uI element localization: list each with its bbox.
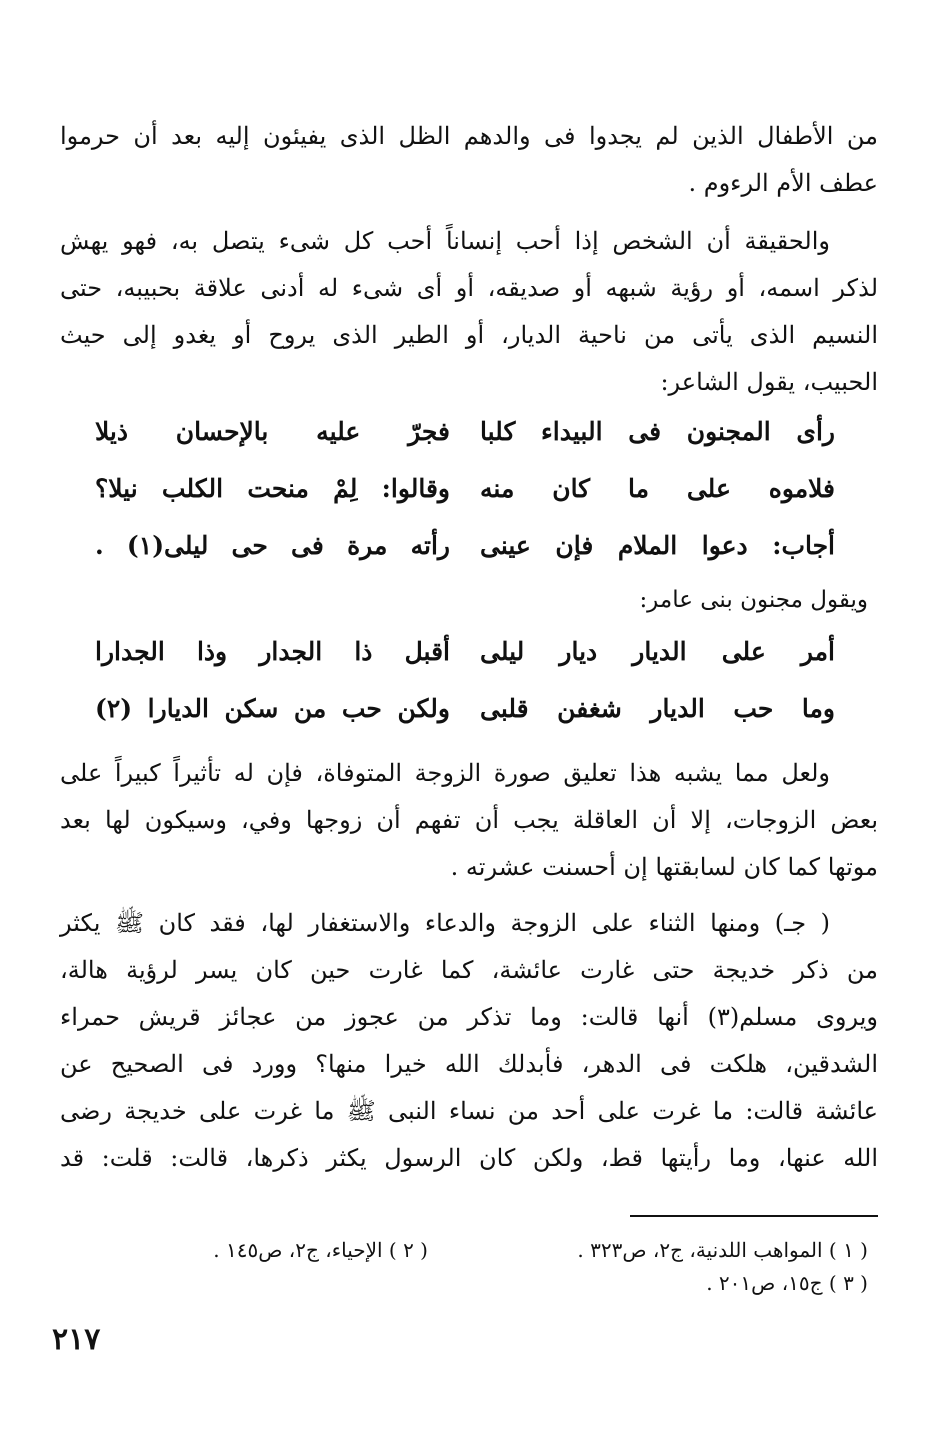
verse-first-hemistich: فلاموه على ما كان منه bbox=[480, 474, 835, 503]
text-line: عطف الأم الرءوم . bbox=[688, 169, 878, 197]
verse-second-hemistich: رأته مرة فى حى ليلى(١) . bbox=[95, 531, 450, 560]
text-line: من الأطفال الذين لم يجدوا فى والدهم الظل الذى يفيئون إليه بعد أن حرموا bbox=[60, 122, 878, 150]
text-line: موتها كما كان لسابقتها إن أحسنت عشرته . bbox=[450, 853, 878, 881]
paragraph-1 bbox=[60, 113, 878, 207]
footnote: ( ٣ ) ج١٥، ص٢٠١ . bbox=[706, 1271, 868, 1295]
verse-second-hemistich: وقالوا: لِمْ منحت الكلب نيلا؟ bbox=[95, 474, 450, 503]
text-line: النسيم الذى يأتى من ناحية الديار، أو الطير الذى يروح أو يغدو إلى حيث bbox=[60, 321, 878, 349]
poem-verse bbox=[95, 637, 835, 693]
poem-intro: ويقول مجنون بنى عامر: bbox=[639, 587, 868, 613]
text-line: من ذكر خديجة حتى غارت عائشة، كما غارت حين كان يسر لرؤية هالة، bbox=[60, 956, 878, 984]
text-line: الله عنها، وما رأيتها قط، ولكن كان الرسول يكثر ذكرها، قالت: قلت: قد bbox=[60, 1144, 878, 1172]
poem-verse bbox=[95, 694, 835, 750]
poem-verse bbox=[95, 417, 835, 473]
page-number: ٢١٧ bbox=[52, 1322, 101, 1357]
paragraph-4 bbox=[60, 900, 878, 1182]
footnote: ( ٢ ) الإحياء، ج٢، ص١٤٥ . bbox=[213, 1238, 428, 1262]
text-line: ولعل مما يشبه هذا تعليق صورة الزوجة المتوفاة، فإن له تأثيراً كبيراً على bbox=[60, 759, 830, 787]
verse-first-hemistich: أجاب: دعوا الملام فإن عينى bbox=[480, 531, 835, 560]
paragraph-3 bbox=[60, 750, 878, 891]
verse-first-hemistich: رأى المجنون فى البيداء كلبا bbox=[480, 417, 835, 446]
text-line: عائشة قالت: ما غرت على أحد من نساء النبى ﷺ ما غرت على خديجة رضى bbox=[60, 1097, 878, 1125]
footnote: ( ١ ) المواهب اللدنية، ج٢، ص٣٢٣ . bbox=[577, 1238, 868, 1262]
verse-first-hemistich: وما حب الديار شغفن قلبى bbox=[480, 694, 835, 723]
verse-second-hemistich: أقبل ذا الجدار وذا الجدارا bbox=[95, 637, 450, 666]
text-line: ( جـ) ومنها الثناء على الزوجة والدعاء والاستغفار لها، فقد كان ﷺ يكثر bbox=[60, 909, 830, 937]
text-line: ويروى مسلم(٣) أنها قالت: وما تذكر من عجوز من عجائز قريش حمراء bbox=[60, 1003, 879, 1031]
verse-first-hemistich: أمر على الديار ديار ليلى bbox=[480, 637, 835, 666]
paragraph-2 bbox=[60, 218, 878, 406]
footnote-divider bbox=[630, 1215, 878, 1217]
text-line: الشدقين، هلكت فى الدهر، فأبدلك الله خيرا منها؟ وورد فى الصحيح عن bbox=[60, 1050, 878, 1078]
text-line: بعض الزوجات، إلا أن العاقلة يجب أن تفهم أن زوجها وفي، وسيكون لها بعد bbox=[60, 806, 878, 834]
poem-verse bbox=[95, 474, 835, 530]
text-line: الحبيب، يقول الشاعر: bbox=[660, 368, 878, 396]
verse-second-hemistich: ولكن حب من سكن الديارا (٢) bbox=[95, 694, 450, 723]
text-line: والحقيقة أن الشخص إذا أحب إنساناً أحب كل شىء يتصل به، فهو يهش bbox=[60, 227, 830, 255]
text-line: لذكر اسمه، أو رؤية شبهه أو صديقه، أو أى شىء له أدنى علاقة بحبيبه، حتى bbox=[60, 274, 878, 302]
verse-second-hemistich: فجرّ عليه بالإحسان ذيلا bbox=[95, 417, 450, 446]
poem-verse bbox=[95, 531, 835, 587]
